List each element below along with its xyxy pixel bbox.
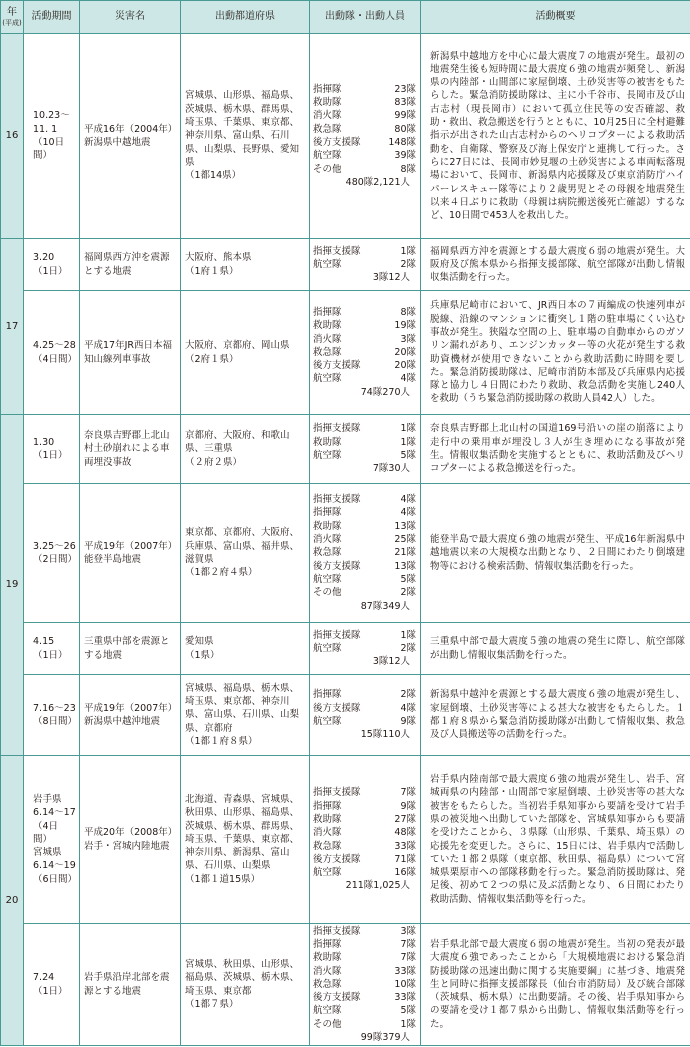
unit-count: 13隊 [394,520,416,532]
unit-line [313,163,416,176]
header-year-label: 年 [7,6,17,18]
summary-cell: 新潟県中越地方を中心に最大震度７の地震が発生。最初の地震発生後も短時間に最大震度６強の地震が頻発し、新潟県の内陸部・山間部に家屋倒壊、土砂災害等の被害をもたらした。緊急消防援助隊は、主に小千谷市、長岡市及び山古志村（現長岡市）において孤立住民等の安否確認、救助・救出、救急搬送を行うとともに、10月25日に全村避難指示が出された山古志村からのヘリコプターによる救助活動を、自衛隊、警察及び海上保安庁と連携して行った。さらに27日には、長岡市妙見堰の土砂災害による車両転落現場において、長岡市、新潟県内応援隊及び東京消防庁ハイパーレスキュー隊等により２歳男児とその母親を地震発生以来４日ぶりに救助（母親は病院搬送後死亡確認）するなど、10日間で453人を救出した。 [421,34,690,239]
header-row [1,1,690,34]
unit-label: 航空隊 [313,258,342,270]
unit-label: 消火隊 [313,827,342,839]
unit-count: 4隊 [400,702,416,714]
unit-count: 2隊 [400,689,416,701]
disaster-name-cell: 平成17年JR西日本福知山線列車事故 [80,291,181,415]
unit-total: 7隊30人 [372,463,410,475]
unit-line [313,306,416,319]
unit-label: 消火隊 [313,965,342,977]
unit-count: 7隊 [400,787,416,799]
unit-label: 救急隊 [313,547,342,559]
header-summary: 活動概要 [421,1,690,34]
prefectures-cell: 京都府、大阪府、和歌山県、三重県 （２府２県） [181,415,310,484]
unit-label: 指揮隊 [313,800,342,812]
unit-label: 指揮隊 [313,507,342,519]
unit-label: その他 [313,1018,342,1030]
year-cell: 19 [1,415,24,756]
unit-count: 20隊 [394,346,416,358]
unit-count: 8隊 [400,163,416,175]
unit-label: 指揮支援隊 [313,925,361,937]
unit-line [313,96,416,109]
unit-label: 指揮支援隊 [313,629,361,641]
unit-count: 27隊 [394,813,416,825]
prefectures-cell: 東京都、京都府、大阪府、兵庫県、富山県、福井県、滋賀県 （1都２府４県） [181,484,310,623]
unit-count: 2隊 [400,642,416,654]
unit-count: 1隊 [400,423,416,435]
disaster-name-cell: 平成16年（2004年）新潟県中越地震 [80,34,181,239]
unit-total: 3隊12人 [372,272,410,284]
unit-count: 48隊 [394,827,416,839]
summary-cell: 三重県中部で最大震度５強の地震の発生に際し、航空部隊が出動し情報収集活動を行った。 [421,623,690,675]
disaster-name-cell: 奈良県吉野郡上北山村土砂崩れによる車両埋没事故 [80,415,181,484]
prefectures-cell: 北海道、青森県、宮城県、秋田県、山形県、福島県、茨城県、栃木県、群馬県、埼玉県、千葉県、東京都、神奈川県、新潟県、富山県、石川県、山梨県 （1都１道15県） [181,756,310,924]
unit-line [313,546,416,559]
period-cell: 3.20 （1日） [24,239,80,291]
period-cell: 4.15 （1日） [24,623,80,675]
unit-label: 後方支援隊 [313,560,361,572]
unit-count: 1隊 [400,629,416,641]
unit-line [313,586,416,599]
unit-line [313,372,416,385]
unit-count: 33隊 [394,992,416,1004]
unit-count: 80隊 [394,123,416,135]
unit-line [313,800,416,813]
unit-label: 指揮支援隊 [313,787,361,799]
unit-label: 救助隊 [313,436,342,448]
units-cell [310,239,421,291]
unit-count: 9隊 [400,716,416,727]
unit-total: 211隊1,025人 [345,880,410,892]
unit-label: 指揮隊 [313,306,342,318]
units-cell [310,756,421,924]
unit-line [313,938,416,951]
unit-label: その他 [313,587,342,599]
table-row [1,484,690,623]
unit-count: 13隊 [394,560,416,572]
unit-line [313,840,416,853]
unit-count: 1隊 [400,245,416,257]
prefectures-cell: 愛知県 （1県） [181,623,310,675]
period-cell: 7.16～23 （8日間） [24,675,80,756]
disaster-name-cell: 平成20年（2008年）岩手・宮城内陸地震 [80,756,181,924]
unit-label: 消火隊 [313,110,342,122]
units-cell [310,484,421,623]
unit-label: 航空隊 [313,450,342,461]
unit-label: 救助隊 [313,97,342,109]
unit-line [313,533,416,546]
unit-count: 8隊 [400,306,416,318]
disaster-name-cell: 三重県中部を震源とする地震 [80,623,181,675]
year-cell: 17 [1,239,24,415]
unit-total: 74隊270人 [360,386,410,398]
unit-count: 7隊 [400,952,416,964]
unit-count: 20隊 [394,360,416,372]
unit-line [313,359,416,372]
unit-line [313,493,416,506]
table-row [1,291,690,415]
summary-cell: 兵庫県尼崎市において、JR西日本の７両編成の快速列車が脱線、沿線のマンションに衝突し１階の駐車場にくい込む事故が発生。狭隘な空間の上、駐車場の自動車からのガソリン漏れがあり、エンジンカッター等の火花が発生する救助資機材が使用できないことから救助活動に時間を要した。緊急消防援助隊は、尼崎市消防本部及び兵庫県内応援隊と協力し４日間にわたり救助、救急活動を実施し240人を救助（うち緊急消防援助隊の救助人員42人）した。 [421,291,690,415]
table-row [1,415,690,484]
unit-label: 後方支援隊 [313,853,361,865]
unit-label: 後方支援隊 [313,992,361,1004]
header-year [1,1,24,34]
prefectures-cell: 宮城県、山形県、福島県、茨城県、栃木県、群馬県、埼玉県、千葉県、東京都、神奈川県、富山県、石川県、山梨県、長野県、愛知県 （1都14県） [181,34,310,239]
unit-count: 25隊 [394,534,416,546]
period-cell: 3.25～26 （2日間） [24,484,80,623]
units-cell [310,415,421,484]
unit-label: 航空隊 [313,150,342,162]
unit-line [313,436,416,449]
period-cell: 岩手県 6.14～17 （4日間） 宮城県 6.14～19 （6日間） [24,756,80,924]
unit-line [313,346,416,359]
unit-count: 1隊 [400,1018,416,1030]
unit-count: 5隊 [400,573,416,585]
unit-label: 航空隊 [313,573,342,585]
unit-label: 指揮支援隊 [313,245,361,257]
unit-line [313,853,416,866]
unit-count: 1隊 [400,436,416,448]
unit-label: 救助隊 [313,952,342,964]
unit-label: 指揮隊 [313,938,342,950]
unit-line [313,688,416,701]
unit-count: 148隊 [388,137,416,148]
unit-label: 指揮支援隊 [313,494,361,506]
unit-line [313,702,416,715]
unit-line [313,506,416,519]
unit-line [313,642,416,655]
unit-label: 後方支援隊 [313,137,361,148]
table-row [1,239,690,291]
units-cell [310,34,421,239]
prefectures-cell: 宮城県、秋田県、山形県、福島県、茨城県、栃木県、埼玉県、東京都 （1都７県） [181,924,310,1046]
unit-count: 99隊 [394,110,416,122]
unit-label: 後方支援隊 [313,360,361,372]
unit-total: 87隊349人 [360,600,410,612]
summary-cell: 能登半島で最大震度６強の地震が発生、平成16年新潟県中越地震以来の大規模な出動となり、２日間にわたり倒壊建物等における検索活動、情報収集活動を行った。 [421,484,690,623]
unit-line [313,951,416,964]
unit-line [313,136,416,149]
unit-count: 33隊 [394,965,416,977]
unit-label: 指揮隊 [313,689,342,701]
unit-line [313,925,416,938]
unit-count: 33隊 [394,840,416,852]
unit-label: 救助隊 [313,520,342,532]
summary-cell: 岩手県北部で最大震度６弱の地震が発生。当初の発表が最大震度６強であったことから「大規模地震における緊急消防援助隊の迅速出動に関する実施要綱」に基づき、地震発生と同時に指揮支援部隊長（仙台市消防局）及び統合部隊（茨城県、栃木県）に出動要請。その後、岩手県知事からの要請を受け１都７県から出動し、情報収集活動等を行った。 [421,924,690,1046]
unit-total: 15隊110人 [360,729,410,741]
unit-total: 480隊2,121人 [345,176,410,188]
unit-label: 救急隊 [313,346,342,358]
unit-line [313,333,416,346]
unit-label: 指揮隊 [313,83,342,95]
unit-line [313,991,416,1004]
units-cell [310,924,421,1046]
period-cell: 4.25～28 （4日間） [24,291,80,415]
unit-label: 救助隊 [313,320,342,332]
unit-line [313,149,416,162]
unit-label: 航空隊 [313,867,342,879]
unit-count: 4隊 [400,494,416,506]
summary-cell: 岩手県内陸南部で最大震度６強の地震が発生し、岩手、宮城両県の内陸部・山間部で家屋倒壊、土砂災害等の甚大な被害をもたらした。当初岩手県知事から要請を受けて岩手県の被災地へ出動していた部隊を、宮城県知事からも要請を受けたことから、３県隊（山形県、千葉県、埼玉県）の応援先を変更した。さらに、15日には、岩手県内で活動していた１都２県隊（東京都、秋田県、福島県）について宮城県栗原市への部隊移動を行った。緊急消防援助隊は、発足後、初めて２つの県に及ぶ活動となり、６日間にわたり救助活動、情報収集活動等を行った。 [421,756,690,924]
table-row [1,675,690,756]
unit-label: 航空隊 [313,1005,342,1017]
year-cell: 16 [1,34,24,239]
table-row [1,623,690,675]
summary-cell: 福岡県西方沖を震源とする最大震度６弱の地震が発生。大阪府及び熊本県から指揮支援部隊、航空部隊が出動し情報収集活動を行った。 [421,239,690,291]
unit-count: 16隊 [394,867,416,879]
disaster-name-cell: 平成19年（2007年）新潟県中越沖地震 [80,675,181,756]
unit-count: 23隊 [394,83,416,95]
unit-count: 5隊 [400,450,416,461]
header-disaster: 災害名 [80,1,181,34]
unit-label: 航空隊 [313,373,342,385]
summary-cell: 奈良県吉野郡上北山村の国道169号沿いの崖の崩落により走行中の乗用車が埋没し３人が生き埋めになる事故が発生。情報収集活動を実施するとともに、救助活動及びヘリコプターによる救急搬送を行った。 [421,415,690,484]
unit-total: 3隊12人 [372,656,410,668]
unit-count: 21隊 [394,547,416,559]
unit-label: 救急隊 [313,840,342,852]
unit-line [313,1004,416,1017]
unit-count: 4隊 [400,373,416,385]
period-cell: 1.30 （1日） [24,415,80,484]
prefectures-cell: 大阪府、熊本県 （1府１県） [181,239,310,291]
unit-line [313,123,416,136]
unit-count: 2隊 [400,587,416,599]
unit-count: 39隊 [394,150,416,162]
unit-count: 3隊 [400,925,416,937]
unit-line [313,449,416,462]
unit-line [313,83,416,96]
header-prefectures: 出動都道府県 [181,1,310,34]
disaster-name-cell: 岩手県沿岸北部を震源とする地震 [80,924,181,1046]
unit-count: 5隊 [400,1005,416,1017]
unit-line [313,109,416,122]
unit-line [313,813,416,826]
period-cell: 10.23～ 11. 1 （10日間） [24,34,80,239]
unit-count: 4隊 [400,507,416,519]
unit-total: 99隊379人 [360,1032,410,1044]
header-units: 出動隊・出動人員 [310,1,421,34]
disaster-name-cell: 平成19年（2007年）能登半島地震 [80,484,181,623]
unit-line [313,560,416,573]
unit-label: 消火隊 [313,534,342,546]
unit-label: 後方支援隊 [313,702,361,714]
unit-count: 9隊 [400,800,416,812]
units-cell [310,623,421,675]
unit-count: 19隊 [394,320,416,332]
unit-label: 航空隊 [313,716,342,727]
unit-label: 消火隊 [313,333,342,345]
unit-line [313,422,416,435]
table-row [1,34,690,239]
units-cell [310,675,421,756]
summary-cell: 新潟県中越沖を震源とする最大震度６強の地震が発生し、家屋倒壊、土砂災害等による甚大な被害をもたらした。１都１府８県から緊急消防援助隊が出動して情報収集、救急及び人員搬送等の活動を行った。 [421,675,690,756]
period-cell: 7.24 （1日） [24,924,80,1046]
unit-line [313,258,416,271]
unit-line [313,866,416,879]
table-row [1,924,690,1046]
unit-label: 救助隊 [313,813,342,825]
unit-line [313,978,416,991]
unit-line [313,520,416,533]
unit-line [313,786,416,799]
header-year-sub: (平成) [2,18,22,27]
unit-label: 救急隊 [313,978,342,990]
table-row [1,756,690,924]
prefectures-cell: 大阪府、京都府、岡山県 （2府１県） [181,291,310,415]
unit-label: 指揮支援隊 [313,423,361,435]
unit-count: 83隊 [394,97,416,109]
unit-count: 2隊 [400,258,416,270]
unit-line [313,965,416,978]
unit-count: 71隊 [394,853,416,865]
unit-label: 救急隊 [313,123,342,135]
unit-line [313,245,416,258]
unit-line [313,715,416,728]
header-period: 活動期間 [24,1,80,34]
unit-count: 3隊 [400,333,416,345]
unit-line [313,826,416,839]
unit-count: 10隊 [394,978,416,990]
unit-line [313,629,416,642]
unit-line [313,1018,416,1031]
unit-count: 7隊 [400,938,416,950]
unit-label: 航空隊 [313,642,342,654]
unit-line [313,573,416,586]
disaster-name-cell: 福岡県西方沖を震源とする地震 [80,239,181,291]
prefectures-cell: 宮城県、福島県、栃木県、埼玉県、東京都、神奈川県、富山県、石川県、山梨県、京都府 （1都１府８県） [181,675,310,756]
year-cell: 20 [1,756,24,1046]
unit-line [313,319,416,332]
unit-label: その他 [313,163,342,175]
units-cell [310,291,421,415]
